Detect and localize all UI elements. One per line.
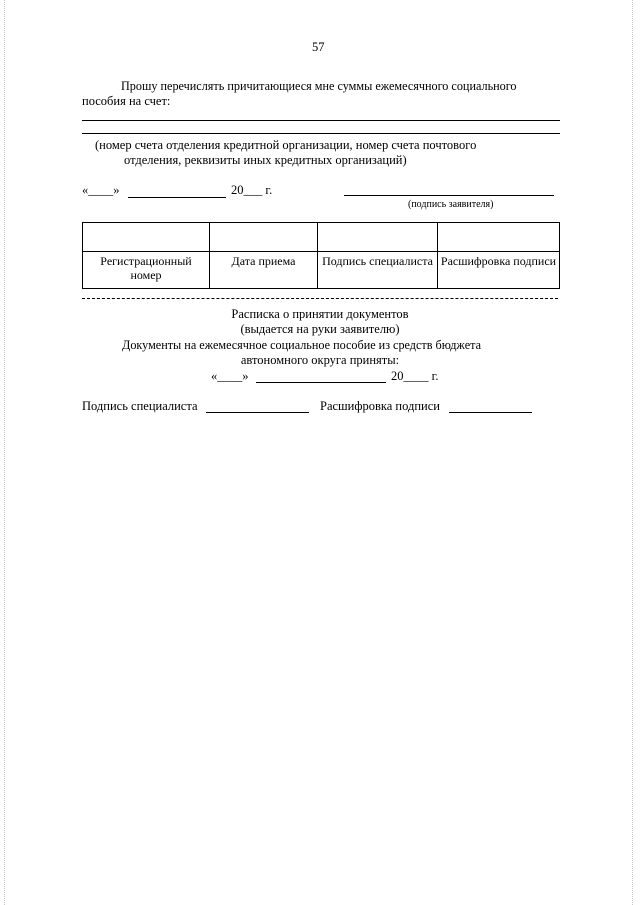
receipt-subtitle: (выдается на руки заявителю) (240, 322, 400, 336)
applicant-signature-line (344, 195, 554, 196)
applicant-signature-caption: (подпись заявителя) (408, 199, 494, 210)
page-number: 57 (312, 40, 325, 54)
account-caption-line-2: отделения, реквизиты иных кредитных организаций) (124, 153, 407, 167)
receipt-title: Расписка о принятии документов (231, 307, 409, 321)
header-signature-decoding: Расшифровка подписи (438, 252, 560, 289)
specialist-signature-cell (318, 223, 438, 252)
header-specialist-signature: Подпись специалиста (318, 252, 438, 289)
reg-number-cell (83, 223, 210, 252)
receipt-line-2: автономного округа приняты: (240, 353, 400, 367)
tear-off-line (82, 298, 558, 299)
registration-table (82, 222, 560, 289)
header-reg-number: Регистрационный номер (83, 252, 210, 289)
date-century: 20___ г. (231, 183, 273, 197)
date-month-line (128, 197, 226, 198)
date-cell (210, 223, 318, 252)
date-open-quote: «____» (82, 183, 120, 197)
specialist-signature-label: Подпись специалиста (82, 399, 198, 413)
receipt-line-1: Документы на ежемесячное социальное пособие из средств бюджета (122, 338, 481, 352)
receipt-date-open: «____» (211, 369, 249, 383)
page-edge-left (4, 0, 5, 905)
account-line-2 (82, 133, 560, 134)
signature-decoding-cell (438, 223, 560, 252)
receipt-date-month-line (256, 382, 386, 383)
header-date: Дата приема (210, 252, 318, 289)
request-line-2: пособия на счет: (82, 94, 171, 108)
page-edge-right (632, 0, 633, 905)
specialist-signature-line (206, 412, 309, 413)
receipt-date-century: 20____ г. (391, 369, 439, 383)
account-caption-line-1: (номер счета отделения кредитной организации, номер счета почтового (95, 138, 477, 152)
signature-decoding-line (449, 412, 532, 413)
account-line-1 (82, 120, 560, 121)
request-line-1: Прошу перечислять причитающиеся мне суммы ежемесячного социального (121, 79, 517, 93)
signature-decoding-label: Расшифровка подписи (320, 399, 440, 413)
